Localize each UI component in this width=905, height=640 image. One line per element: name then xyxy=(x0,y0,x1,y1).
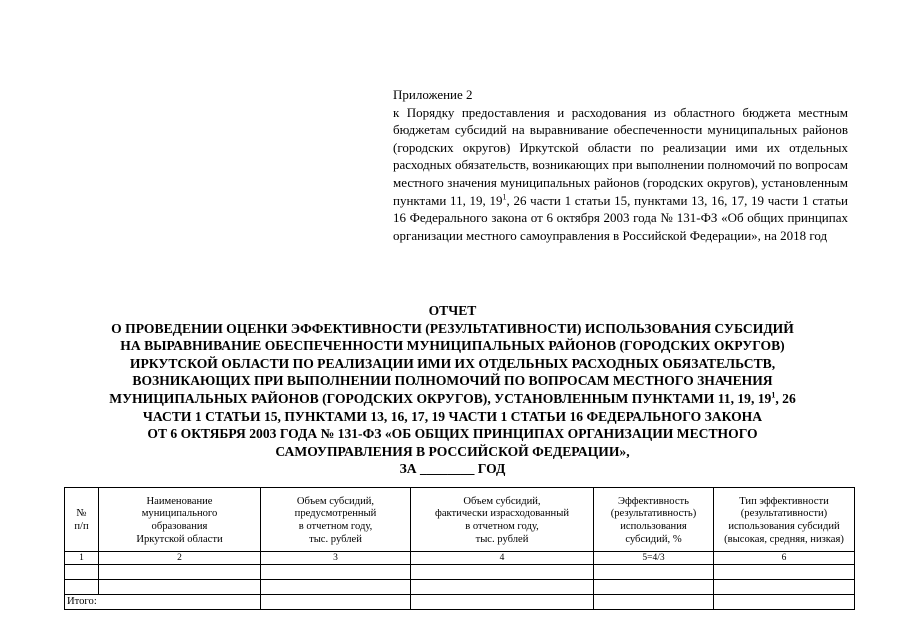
table-cell xyxy=(594,565,714,580)
table-cell xyxy=(65,565,99,580)
header-cell-planned-volume: Объем субсидий, предусмотренный в отчетном году, тыс. рублей xyxy=(261,488,411,552)
report-period: ЗА ________ ГОД xyxy=(399,461,506,477)
report-title: ОТЧЕТ xyxy=(428,303,477,318)
table-cell xyxy=(99,565,261,580)
total-cell xyxy=(594,595,714,610)
report-table xyxy=(64,487,855,610)
total-cell xyxy=(714,595,855,610)
table-cell xyxy=(411,565,594,580)
table-number-row xyxy=(65,552,855,565)
column-number-cell: 4 xyxy=(411,552,594,565)
table-cell xyxy=(714,580,855,595)
column-number-cell: 2 xyxy=(99,552,261,565)
report-heading xyxy=(48,302,857,478)
header-cell-actual-volume: Объем субсидий, фактически израсходованный в отчетном году, тыс. рублей xyxy=(411,488,594,552)
column-number-cell: 5=4/3 xyxy=(594,552,714,565)
table-cell xyxy=(594,580,714,595)
header-cell-efficiency-type: Тип эффективности (результативности) использования субсидий (высокая, средняя, низкая) xyxy=(714,488,855,552)
column-number-cell: 6 xyxy=(714,552,855,565)
table-cell xyxy=(261,565,411,580)
appendix-body: к Порядку предоставления и расходования из областного бюджета местным бюджетам субсидий на выравнивание обеспеченности муниципальных районов (городских округов) Иркутской области по реализации ими их отдельных расходных обязательств, возникающих при выполнении полномочий по вопросам местного значения муниципальных районов (городских округов), установленным пунктами 11, 19, $19^1$, 26 части 1 статьи 15, пунктами 13, 16, 17, 19 части 1 статьи 16 Федерального закона от 6 октября 2003 года № 131-ФЗ «Об общих принципах организации местного самоуправления в Российской Федерации», на 2018 год xyxy=(393,104,848,243)
table-row xyxy=(65,565,855,580)
report-subtitle: О ПРОВЕДЕНИИ ОЦЕНКИ ЭФФЕКТИВНОСТИ (РЕЗУЛЬТАТИВНОСТИ) ИСПОЛЬЗОВАНИЯ СУБСИДИЙ НА ВЫРАВНИВАНИЕ ОБЕСПЕЧЕННОСТИ МУНИЦИПАЛЬНЫХ РАЙОНОВ (ГОРОДСКИХ ОКРУГОВ) ИРКУТСКОЙ ОБЛАСТИ ПО РЕАЛИЗАЦИИ ИМИ ИХ ОТДЕЛЬНЫХ РАСХОДНЫХ ОБЯЗАТЕЛЬСТВ, ВОЗНИКАЮЩИХ ПРИ ВЫПОЛНЕНИИ ПОЛНОМОЧИЙ ПО ВОПРОСАМ МЕСТНОГО ЗНАЧЕНИЯ МУНИЦИПАЛЬНЫХ РАЙОНОВ (ГОРОДСКИХ ОКРУГОВ), УСТАНОВЛЕННЫМ ПУНКТАМИ 11, 19, $19^1$, 26 ЧАСТИ 1 СТАТЬИ 15, ПУНКТАМИ 13, 16, 17, 19 ЧАСТИ 1 СТАТЬИ 16 ФЕДЕРАЛЬНОГО ЗАКОНА ОТ 6 ОКТЯБРЯ 2003 ГОДА № 131-ФЗ «ОБ ОБЩИХ ПРИНЦИПАХ ОРГАНИЗАЦИИ МЕСТНОГО САМОУПРАВЛЕНИЯ В РОССИЙСКОЙ ФЕДЕРАЦИИ», xyxy=(109,320,796,459)
header-cell-municipality: Наименование муниципального образования Иркутской области xyxy=(99,488,261,552)
appendix-title: Приложение 2 xyxy=(393,87,473,102)
table-cell xyxy=(65,580,99,595)
column-number-cell: 1 xyxy=(65,552,99,565)
table-cell xyxy=(99,580,261,595)
table-header-row xyxy=(65,488,855,552)
table-cell xyxy=(261,580,411,595)
table-cell xyxy=(714,565,855,580)
table-total-row xyxy=(65,595,855,610)
column-number-cell: 3 xyxy=(261,552,411,565)
table-row xyxy=(65,580,855,595)
table-cell xyxy=(411,580,594,595)
header-cell-efficiency: Эффективность (результативность) использования субсидий, % xyxy=(594,488,714,552)
total-cell xyxy=(411,595,594,610)
total-label: Итого: xyxy=(65,595,261,610)
appendix-block xyxy=(393,86,848,244)
header-cell-number: № п/п xyxy=(65,488,99,552)
total-cell xyxy=(261,595,411,610)
